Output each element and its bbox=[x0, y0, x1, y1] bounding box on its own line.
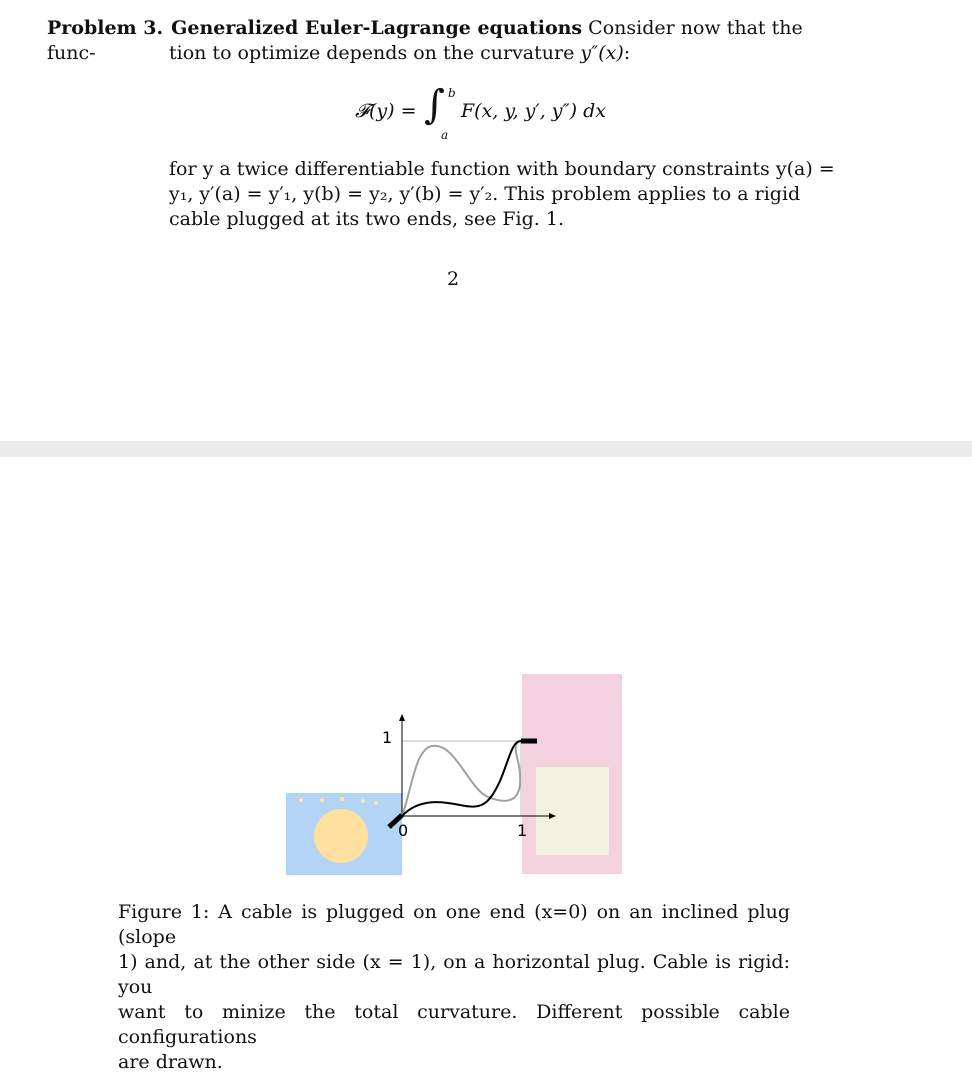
left-plug-dot bbox=[374, 801, 378, 805]
x-axis-label-one: 1 bbox=[517, 821, 528, 840]
equation-rhs: F(x, y, y′, y″) dx bbox=[461, 100, 606, 122]
problem-title: Generalized Euler-Lagrange equations bbox=[171, 17, 583, 39]
equation-lhs: 𝓕(y) = bbox=[355, 100, 417, 122]
figure-1-caption bbox=[118, 900, 790, 1075]
page-number: 2 bbox=[446, 268, 460, 290]
paragraph-line: y₁, y′(a) = y′₁, y(b) = y₂, y′(b) = y′₂. This problem applies to a rigid bbox=[169, 183, 801, 205]
caption-line: want to minize the total curvature. Different possible cable configurations bbox=[118, 1001, 790, 1048]
caption-line: Figure 1: A cable is plugged on one end (x=0) on an inclined plug (slope bbox=[118, 901, 790, 948]
integral-upper-bound: b bbox=[448, 86, 456, 100]
problem-intro-b: tion to optimize depends on the curvature bbox=[169, 42, 581, 64]
x-axis-label-zero: 0 bbox=[398, 821, 409, 840]
page-1 bbox=[0, 0, 972, 441]
page-2 bbox=[0, 457, 972, 1073]
left-plug-circle bbox=[314, 809, 368, 863]
page-separator bbox=[0, 441, 972, 457]
integral-sign: ∫ bbox=[424, 82, 445, 128]
left-plug-dot bbox=[361, 799, 365, 803]
problem-intro-continued bbox=[169, 41, 809, 66]
paragraph-line: for y a twice differentiable function with boundary constraints y(a) = bbox=[169, 158, 835, 180]
caption-line: 1) and, at the other side (x = 1), on a horizontal plug. Cable is rigid: you bbox=[118, 951, 790, 998]
integral-lower-bound: a bbox=[441, 128, 449, 142]
right-plug-inner-box bbox=[536, 767, 609, 855]
problem-label: Problem 3. bbox=[47, 17, 164, 39]
boundary-conditions-paragraph bbox=[169, 157, 835, 232]
curvature-symbol: y″(x) bbox=[580, 42, 624, 64]
caption-line: are drawn. bbox=[118, 1051, 223, 1073]
figure-1-cable-diagram bbox=[270, 669, 630, 879]
problem-intro-a: Consider now that the func- bbox=[47, 17, 803, 64]
y-axis-label-one: 1 bbox=[382, 728, 393, 747]
cable-curve-black bbox=[402, 741, 521, 816]
problem-intro-end: : bbox=[623, 42, 631, 64]
paragraph-line: cable plugged at its two ends, see Fig. 1. bbox=[169, 208, 565, 230]
functional-equation bbox=[355, 82, 655, 146]
left-plug-dot bbox=[320, 798, 324, 802]
left-plug-dot bbox=[340, 797, 344, 801]
left-plug-dot bbox=[299, 798, 303, 802]
